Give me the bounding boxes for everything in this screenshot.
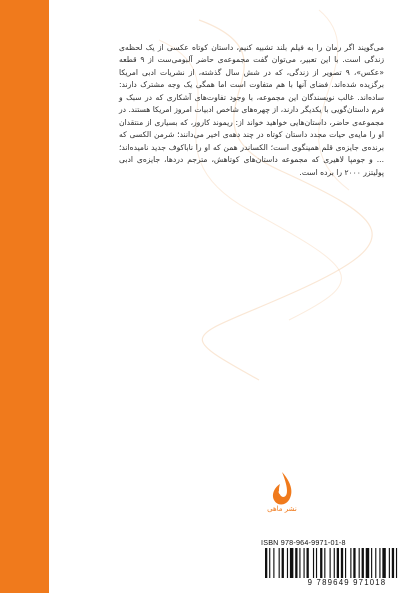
barcode-bar (334, 548, 335, 578)
barcode-bar (295, 548, 297, 578)
barcode-bar (304, 548, 305, 578)
barcode-bar (313, 548, 314, 578)
barcode-bar (279, 548, 280, 578)
barcode-bar (337, 548, 339, 578)
barcode-bar (269, 548, 270, 578)
isbn-label: ISBN 978-964-9971-01-8 (261, 538, 346, 547)
barcode-bar (359, 548, 360, 578)
orange-spine-strip (0, 0, 49, 593)
barcode-bar (282, 548, 284, 578)
barcode-bar (371, 548, 372, 578)
barcode-bar (316, 548, 317, 578)
barcode-bar (389, 548, 390, 578)
barcode-bar (341, 548, 343, 578)
barcode-bar (353, 548, 355, 578)
barcode-bar (299, 548, 300, 578)
barcode-bars (265, 548, 400, 578)
barcode-bar (307, 548, 309, 578)
barcode-bar (362, 548, 364, 578)
barcode-bar (392, 548, 394, 578)
barcode-bar (375, 548, 376, 578)
blurb-text (119, 42, 384, 179)
publisher-name: نشر ماهی (267, 505, 297, 513)
barcode-bar (320, 548, 322, 578)
barcode-bar (324, 548, 325, 578)
barcode-bar (379, 548, 380, 578)
barcode-digits: 9 789649 971018 (307, 578, 387, 587)
barcode-bar (330, 548, 331, 578)
barcode-bar (382, 548, 385, 578)
barcode-bar (265, 548, 267, 578)
barcode-bar (366, 548, 369, 578)
barcode-bar (287, 548, 288, 578)
barcode-block (261, 538, 400, 590)
barcode-bar (345, 548, 346, 578)
barcode-bar (350, 548, 351, 578)
barcode-bar (396, 548, 397, 578)
blurb-paragraph: می‌گویند اگر رمان را به فیلم بلند تشبیه کنیم، داستان کوتاه عکسی از یک لحظه‌ی زندگی است. با این تعبیر، می‌توان گفت مجموعه‌ی حاضر آلبومی‌ست از ۹ قطعه «عکس»، ۹ تصویر از زندگی، که در شش سال گذشته، از نشریات ادبی امریکا برگزیده شده‌اند. فضای آنها با هم متفاوت است اما همگی یک وجه مشترک دارند: ساده‌اند. غالب نویسندگان این مجموعه، با وجود تفاوت‌های آشکاری که در سبک و فرم داستان‌گویی با یکدیگر دارند، از چهره‌های شاخص ادبیات امروز امریکا هستند. در مجموعه‌ی حاضر، داستان‌هایی خواهید خواند از: ریموند کارور، که بسیاری از منتقدان او را مایه‌ی حیات مجدد داستان کوتاه در چند دهه‌ی اخیر می‌دانند؛ شرمن الکسی که برنده‌ی جایزه‌ی قلم همینگوی است؛ الکساندر همن که او را ناباکوف جدید نامیده‌اند؛ ... و جومپا لاهیری که مجموعه داستان‌های کوتاهش، مترجم دردها، جایزه‌ی ادبی پولیتزر ۲۰۰۰ را برده است. (119, 43, 384, 177)
back-cover (49, 0, 400, 593)
barcode-bar (290, 548, 293, 578)
barcode-bar (273, 548, 274, 578)
